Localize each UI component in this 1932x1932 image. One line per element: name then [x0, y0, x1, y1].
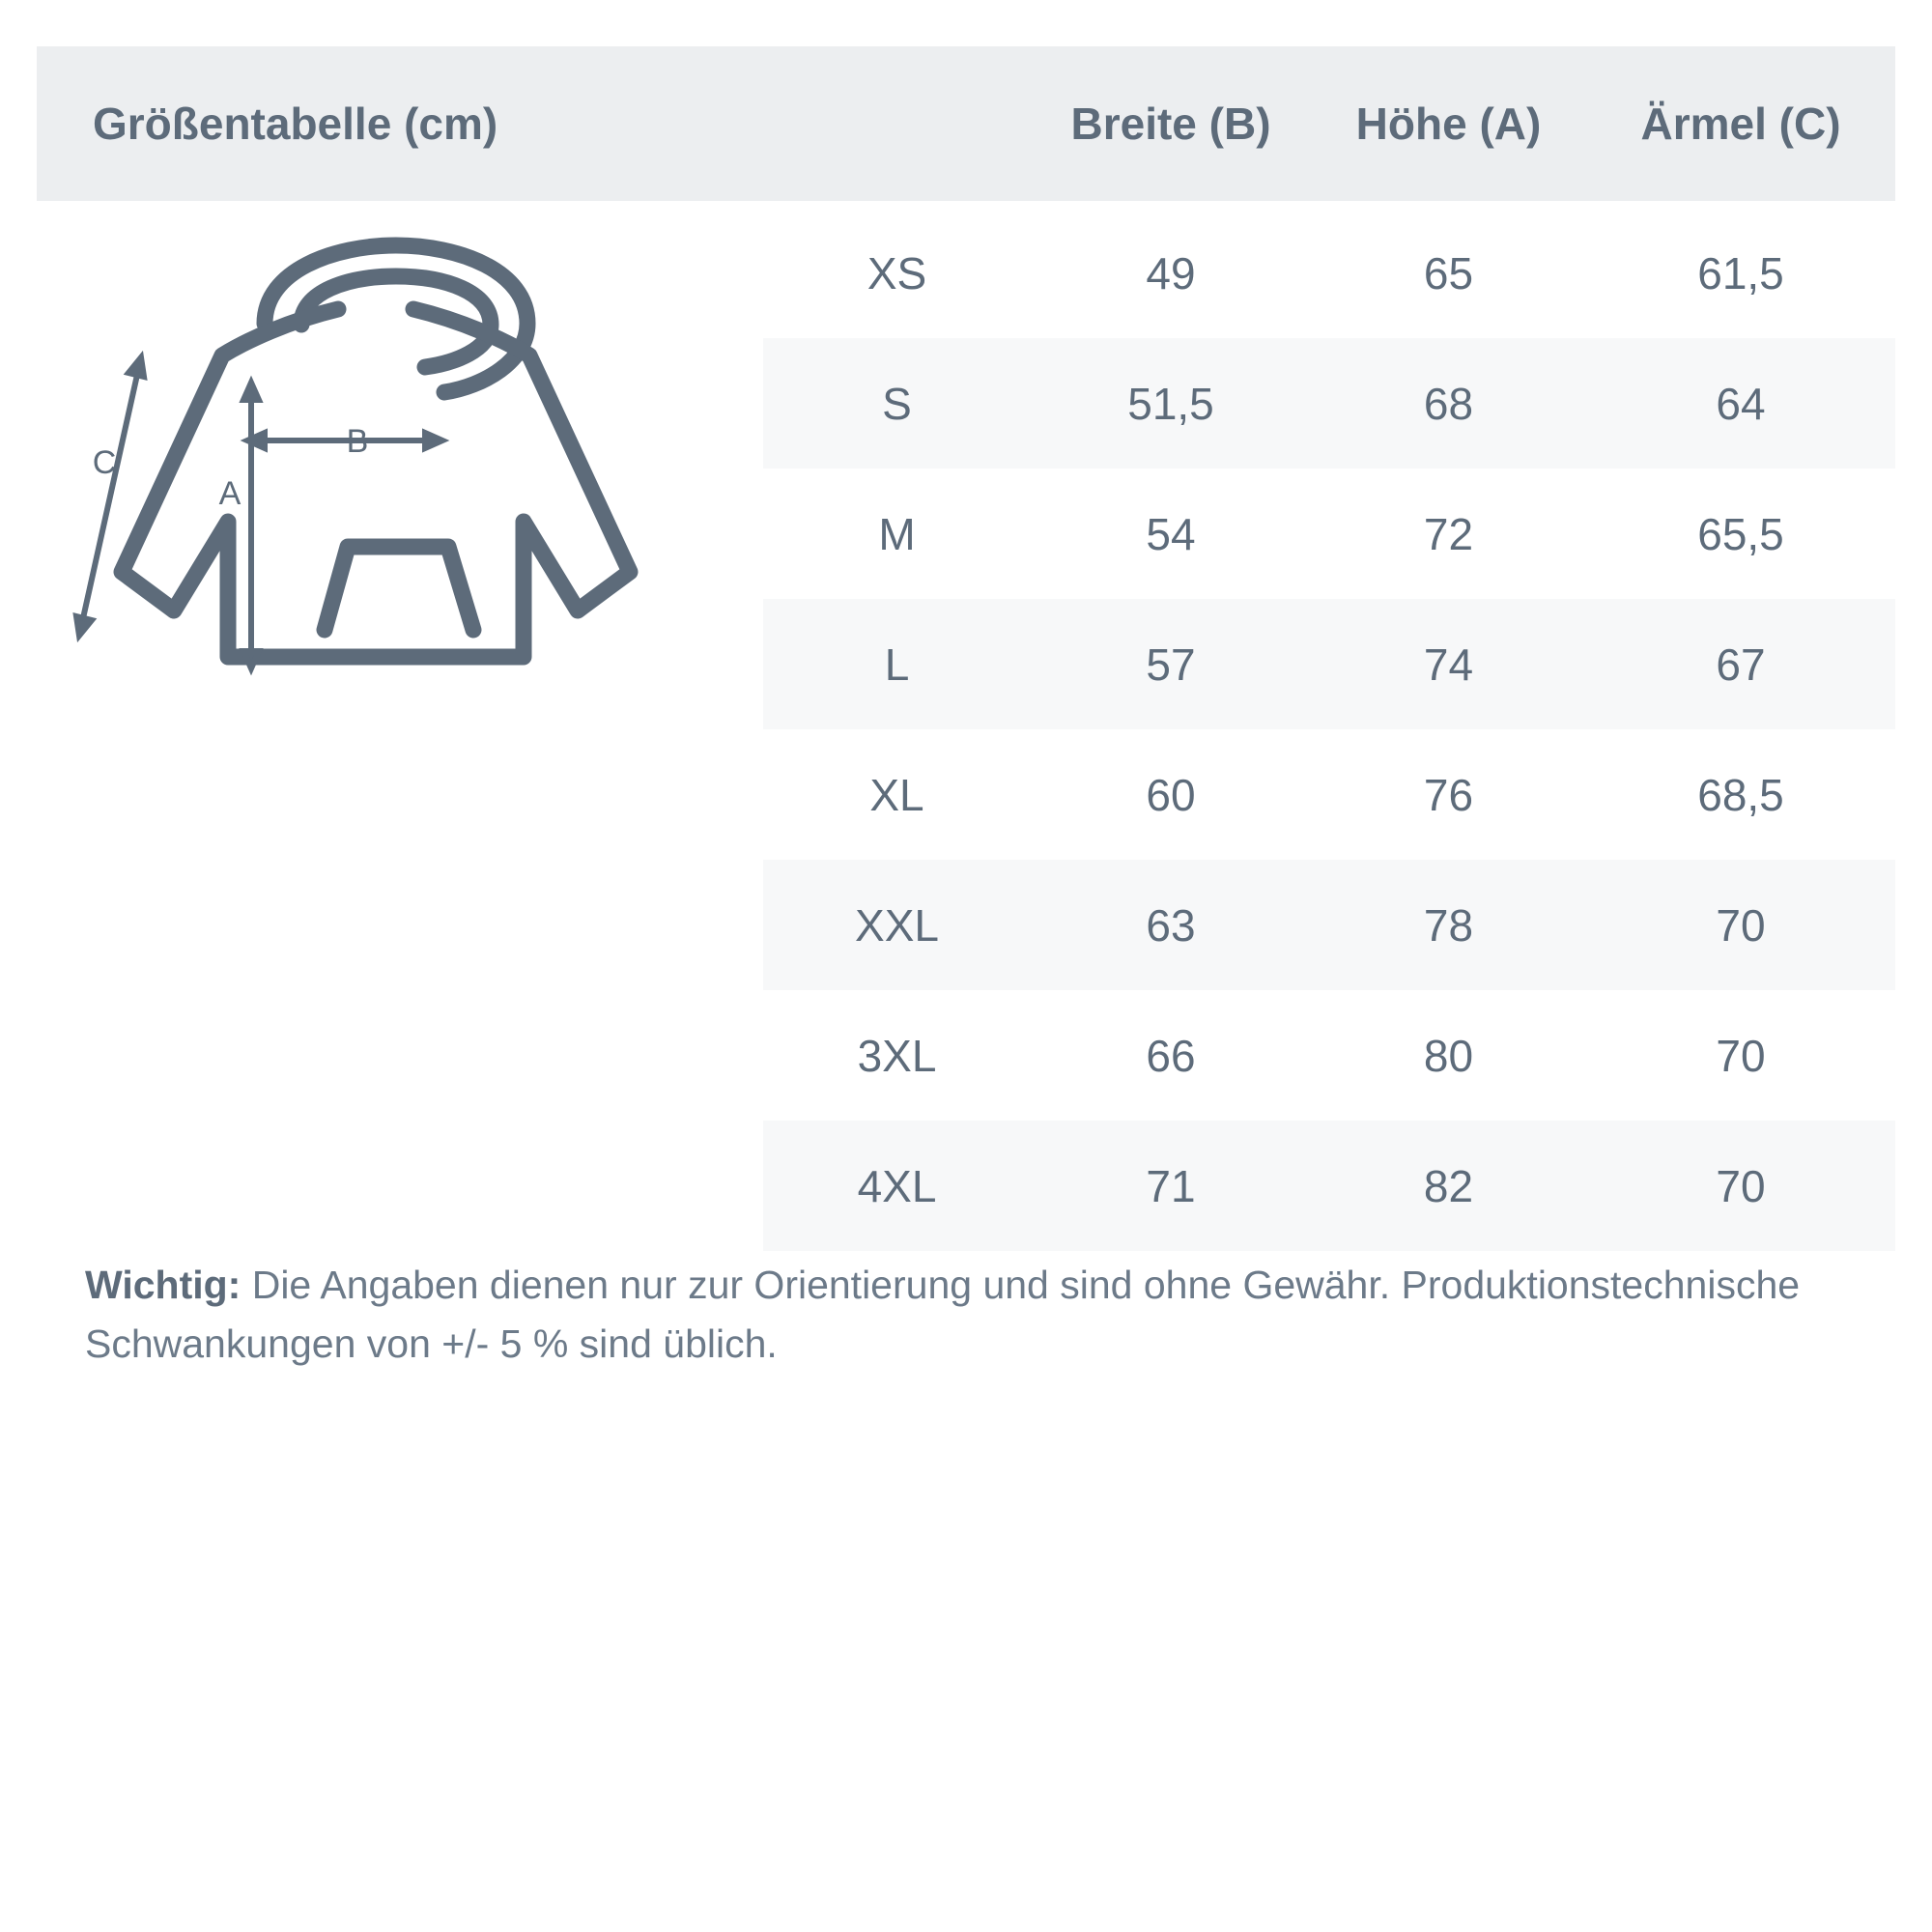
column-header-width: Breite (B)	[1070, 99, 1271, 149]
table-row	[763, 729, 1895, 860]
label-sleeve: C	[92, 444, 117, 481]
cell-height: 65	[1423, 247, 1474, 298]
cell-width: 49	[1146, 247, 1196, 298]
disclaimer-lead: Wichtig:	[85, 1263, 242, 1307]
cell-height: 78	[1311, 860, 1586, 990]
cell-sleeve: 61,5	[1697, 247, 1784, 298]
cell-size: XS	[867, 247, 927, 298]
page-title: Größentabelle (cm)	[93, 99, 498, 149]
cell-sleeve: 70	[1716, 1030, 1766, 1081]
cell-sleeve: 68,5	[1697, 769, 1784, 820]
hoodie-measurement-diagram	[58, 232, 773, 831]
cell-size: XXL	[763, 860, 1031, 990]
cell-size: 4XL	[763, 1121, 1031, 1251]
table-row	[763, 208, 1895, 338]
cell-width: 66	[1146, 1030, 1196, 1081]
disclaimer-note	[85, 1256, 1853, 1373]
cell-height: 68	[1311, 338, 1586, 469]
table-row	[763, 338, 1895, 469]
table-row	[763, 860, 1895, 990]
cell-sleeve: 64	[1586, 338, 1895, 469]
cell-width: 60	[1146, 769, 1196, 820]
column-header-height: Höhe (A)	[1355, 99, 1542, 149]
cell-width: 54	[1146, 508, 1196, 559]
label-height: A	[218, 475, 242, 512]
cell-sleeve: 65,5	[1697, 508, 1784, 559]
table-row	[763, 469, 1895, 599]
cell-sleeve: 70	[1586, 1121, 1895, 1251]
cell-width: 71	[1031, 1121, 1311, 1251]
header-column-group	[1031, 46, 1895, 201]
cell-height: 82	[1311, 1121, 1586, 1251]
column-header-sleeve: Ärmel (C)	[1640, 99, 1841, 149]
cell-height: 72	[1423, 508, 1474, 559]
size-table	[763, 208, 1895, 1251]
cell-width: 63	[1031, 860, 1311, 990]
cell-size: 3XL	[857, 1030, 937, 1081]
cell-size: M	[878, 508, 916, 559]
cell-height: 74	[1311, 599, 1586, 729]
cell-size: XL	[869, 769, 924, 820]
table-row	[763, 990, 1895, 1121]
cell-height: 80	[1423, 1030, 1474, 1081]
disclaimer-text: Die Angaben dienen nur zur Orientierung und sind ohne Gewähr. Produktionstechnische Schwankungen von +/- 5 % sind üblich.	[85, 1263, 1801, 1366]
table-row	[763, 599, 1895, 729]
cell-size: S	[763, 338, 1031, 469]
cell-width: 51,5	[1031, 338, 1311, 469]
table-header-band	[37, 46, 1895, 201]
cell-width: 57	[1031, 599, 1311, 729]
cell-sleeve: 70	[1586, 860, 1895, 990]
cell-height: 76	[1423, 769, 1474, 820]
table-row	[763, 1121, 1895, 1251]
label-width: B	[346, 423, 369, 460]
cell-size: L	[763, 599, 1031, 729]
cell-sleeve: 67	[1586, 599, 1895, 729]
